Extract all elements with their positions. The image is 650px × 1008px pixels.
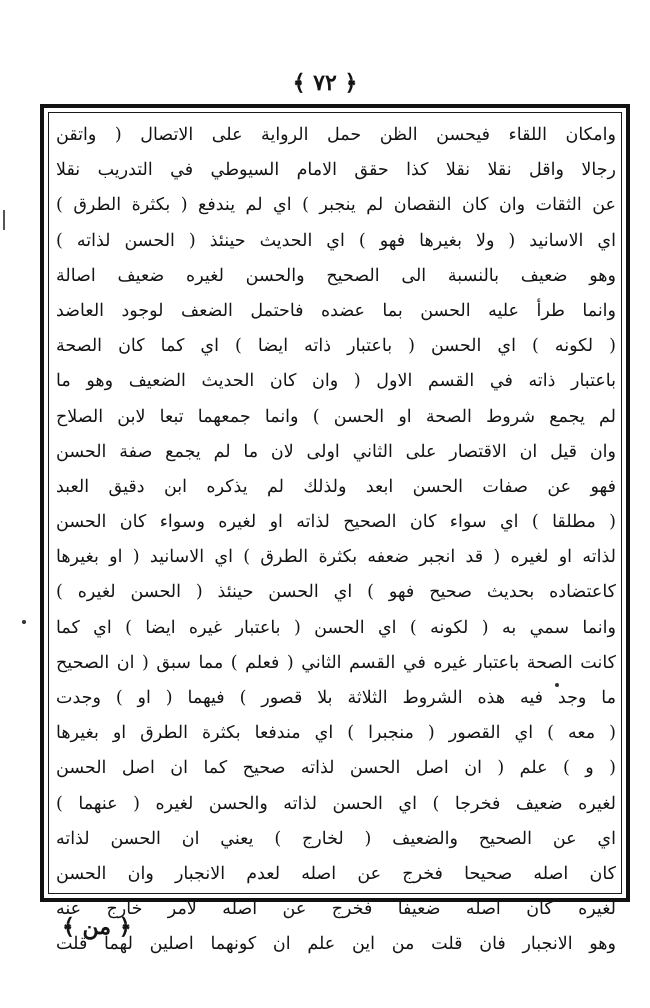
text-line: كان اصله صحيحا فخرج عن اصله لعدم الانجبار وان الحسن [56, 863, 616, 884]
text-line: ( مطلقا ) اي سواء كان الصحيح لذاته او لغيره وسواء كان الحسن [56, 512, 616, 533]
text-line: وهو الانجبار فان قلت من اين علم ان كونهما اصلين لهما قلت [56, 934, 616, 955]
text-line: عن الثقات وان كان النقصان لم ينجبر ) اي لم يندفع ( بكثرة الطرق ) [56, 195, 616, 216]
text-line: فهو عن صفات الحسن ابعد ولذلك لم يذكره ابن دقيق العبد [56, 476, 616, 497]
margin-mark [3, 210, 5, 230]
text-line: لغيره كان اصله ضعيفا فخرج عن اصله لامر خارج عنه [56, 899, 616, 920]
body-text [56, 118, 616, 963]
text-line: اي عن الصحيح والضعيف ( لخارج ) يعني ان الحسن لذاته [56, 828, 616, 849]
text-line: وانما سمي به ( لكونه ) اي الحسن ( باعتبار غيره ايضا ) اي كما [56, 617, 616, 638]
page-number: ﴿ ٧٢ ﴾ [292, 70, 358, 96]
text-line: لم يجمع شروط الصحة او الحسن ) وانما جمعهما تبعا لابن الصلاح [56, 406, 616, 427]
text-line: ( لكونه ) اي الحسن ( باعتبار ذاته ايضا ) اي كما كان الصحة [56, 336, 616, 357]
text-line: ما وجد فيه هذه الشروط الثلاثة بلا قصور ) فيهما ( او ) وجدت [56, 688, 616, 708]
text-line: كانت الصحة باعتبار غيره في القسم الثاني ( فعلم ) مما سبق ( ان الصحيح [56, 652, 616, 673]
text-line: ( معه ) اي القصور ( منجبرا ) اي مندفعا بكثرة الطرق او بغيرها [56, 723, 616, 744]
text-line: لذاته او لغيره ( قد انجبر ضعفه بكثرة الطرق ) اي الاسانيد ( او بغيرها [56, 547, 616, 568]
text-line: ( و ) علم ( ان اصل الحسن لذاته صحيح كما ان اصل الحسن [56, 758, 616, 779]
margin-dot [22, 620, 26, 624]
text-line: كاعتضاده بحديث صحيح فهو ) اي الحسن حينئذ ( الحسن لغيره ) [56, 582, 616, 603]
text-line: رجالا واقل نقلا نقلا كذا حقق الامام السيوطي في التدريب نقلا [56, 160, 616, 181]
text-line: وان قيل ان الاقتصار على الثاني اولى لان ما لم يجمع صفة الحسن [56, 441, 616, 462]
text-line: لغيره ضعيف فخرجا ) اي الحسن لذاته والحسن لغيره ( عنهما ) [56, 793, 616, 814]
text-line: وامكان اللقاء فيحسن الظن حمل الرواية على الاتصال ( واتقن [56, 125, 616, 145]
text-line: باعتبار ذاته في القسم الاول ( وان كان الحديث الضعيف وهو ما [56, 371, 616, 392]
text-line: اي الاسانيد ( ولا بغيرها فهو ) اي الحديث حينئذ ( الحسن لذاته ) [56, 230, 616, 251]
text-line: وانما طرأ عليه الحسن بما عضده فاحتمل الضعف لوجود العاضد [56, 300, 616, 321]
text-line: وهو ضعيف بالنسبة الى الصحيح والحسن لغيره ضعيف اصالة [56, 265, 616, 286]
catchword: ﴿ من ﴾ [62, 914, 132, 940]
